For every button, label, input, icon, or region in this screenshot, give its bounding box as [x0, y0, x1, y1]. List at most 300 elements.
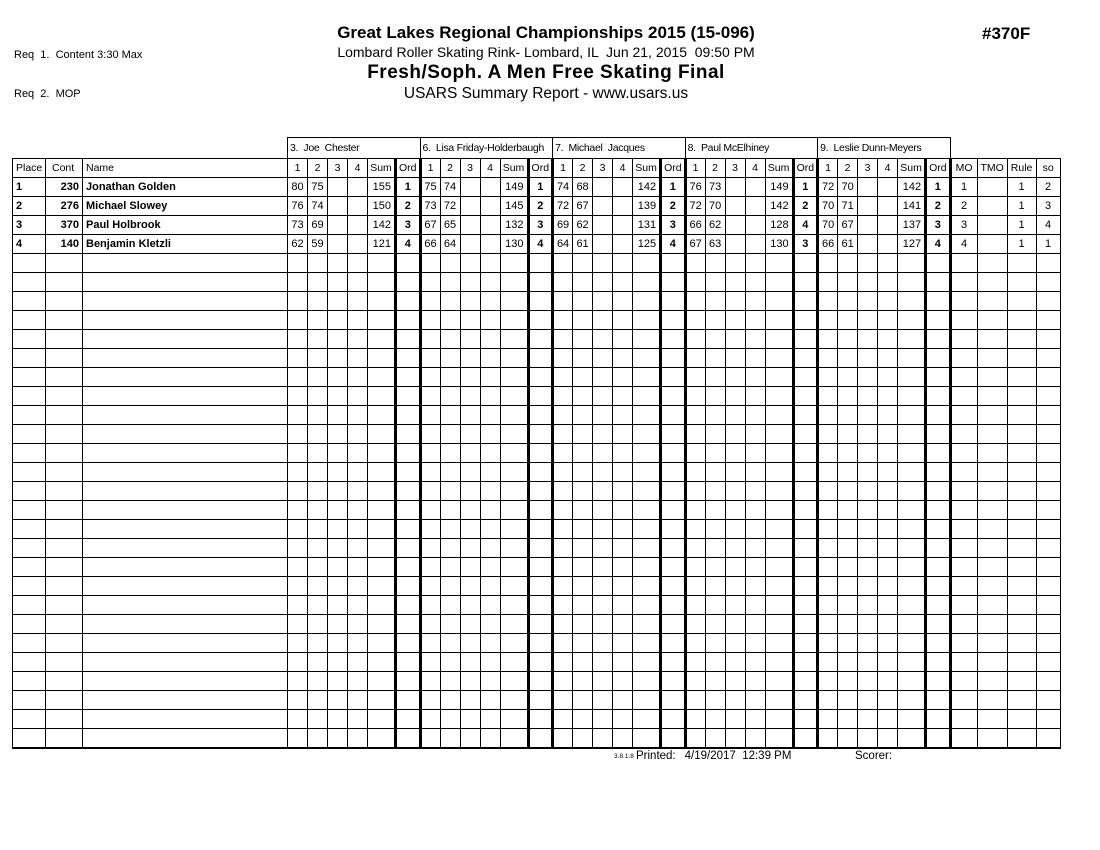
- sum-cell: [898, 482, 926, 501]
- rule-cell: 1: [1007, 216, 1036, 235]
- rule-cell: [1007, 729, 1036, 748]
- ord-cell: [396, 615, 421, 634]
- name-cell: [83, 615, 288, 634]
- sum-cell: [633, 444, 661, 463]
- name-cell: [83, 387, 288, 406]
- ord-cell: [528, 634, 553, 653]
- score-cell: [440, 634, 460, 653]
- sum-cell: 142: [368, 216, 396, 235]
- score-cell: [348, 444, 368, 463]
- score-cell: [460, 292, 480, 311]
- score-cell: [573, 634, 593, 653]
- tmo-cell: [977, 197, 1007, 216]
- sum-cell: [765, 653, 793, 672]
- score-cell: [328, 482, 348, 501]
- score-cell: [818, 444, 838, 463]
- sum-cell: [898, 425, 926, 444]
- score-cell: [480, 558, 500, 577]
- ord-cell: [396, 406, 421, 425]
- score-cell: [858, 235, 878, 254]
- score-cell: [553, 292, 573, 311]
- score-cell: [328, 178, 348, 197]
- score-cell: [573, 501, 593, 520]
- score-cell: [348, 577, 368, 596]
- sum-cell: [898, 520, 926, 539]
- cont-cell: [46, 634, 83, 653]
- sum-cell: [500, 520, 528, 539]
- score-cell: [878, 311, 898, 330]
- score-cell: [745, 292, 765, 311]
- score-cell: [440, 558, 460, 577]
- score-cell: [308, 653, 328, 672]
- score-cell: [613, 349, 633, 368]
- empty-row: [13, 311, 1061, 330]
- score-cell: [878, 406, 898, 425]
- score-cell: [613, 330, 633, 349]
- score-cell: 70: [818, 216, 838, 235]
- score-cell: [818, 349, 838, 368]
- sum-cell: [500, 615, 528, 634]
- place-cell: [13, 425, 46, 444]
- score-cell: [725, 330, 745, 349]
- score-cell: 66: [420, 235, 440, 254]
- mo-cell: [950, 577, 977, 596]
- mo-cell: [950, 330, 977, 349]
- sum-cell: [765, 368, 793, 387]
- score-cell: [348, 463, 368, 482]
- ord-cell: [926, 710, 951, 729]
- score-cell: [328, 235, 348, 254]
- score-cell: [328, 330, 348, 349]
- score-cell: [480, 235, 500, 254]
- score-cell: [460, 463, 480, 482]
- sum-cell: [368, 444, 396, 463]
- score-cell: [858, 558, 878, 577]
- ord-cell: 1: [661, 178, 686, 197]
- score-cell: [745, 596, 765, 615]
- score-cell: [288, 710, 308, 729]
- score-cell: [745, 729, 765, 748]
- score-cell: 66: [818, 235, 838, 254]
- score-cell: [878, 558, 898, 577]
- score-cell: 72: [553, 197, 573, 216]
- sum-cell: [500, 710, 528, 729]
- cont-cell: [46, 368, 83, 387]
- sum-cell: [898, 387, 926, 406]
- sum-cell: [898, 292, 926, 311]
- rule-cell: [1007, 311, 1036, 330]
- score-cell: [553, 710, 573, 729]
- name-cell: [83, 368, 288, 387]
- score-cell: [685, 558, 705, 577]
- name-cell: [83, 444, 288, 463]
- mo-cell: [950, 691, 977, 710]
- ord-cell: [528, 292, 553, 311]
- sum-cell: 155: [368, 178, 396, 197]
- score-cell: [348, 273, 368, 292]
- score-cell: [553, 463, 573, 482]
- score-cell: [460, 653, 480, 672]
- score-cell: [838, 444, 858, 463]
- sum-cell: [898, 539, 926, 558]
- sum-cell: [500, 729, 528, 748]
- score-cell: [745, 501, 765, 520]
- sum-cell: [898, 444, 926, 463]
- ord-cell: [528, 273, 553, 292]
- skater-row: [13, 197, 1061, 216]
- ord-cell: [661, 425, 686, 444]
- score-cell: [685, 349, 705, 368]
- ord-cell: [926, 520, 951, 539]
- empty-row: [13, 729, 1061, 748]
- ord-cell: [661, 653, 686, 672]
- score-cell: [685, 501, 705, 520]
- ord-cell: [396, 596, 421, 615]
- score-cell: [838, 729, 858, 748]
- score-cell: [838, 368, 858, 387]
- so-cell: [1036, 349, 1060, 368]
- score-cell: [328, 444, 348, 463]
- score-cell: [480, 539, 500, 558]
- judge-name-header: 8. Paul McElhiney: [685, 138, 818, 159]
- score-cell: [420, 596, 440, 615]
- mo-cell: [950, 444, 977, 463]
- score-cell: [725, 691, 745, 710]
- mo-cell: [950, 501, 977, 520]
- score-cell: [328, 539, 348, 558]
- score-cell: [288, 273, 308, 292]
- score-cell: [553, 349, 573, 368]
- score-cell: [705, 425, 725, 444]
- score-cell: 73: [420, 197, 440, 216]
- name-cell: [83, 520, 288, 539]
- sum-cell: 127: [898, 235, 926, 254]
- empty-row: [13, 577, 1061, 596]
- sum-cell: [368, 292, 396, 311]
- score-cell: [480, 634, 500, 653]
- score-cell: 70: [705, 197, 725, 216]
- score-cell: [460, 387, 480, 406]
- score-cell: 73: [288, 216, 308, 235]
- ord-cell: 1: [396, 178, 421, 197]
- score-cell: [725, 311, 745, 330]
- ord-cell: [793, 330, 818, 349]
- score-cell: [705, 577, 725, 596]
- score-cell: 67: [838, 216, 858, 235]
- score-cell: [348, 349, 368, 368]
- score-cell: [745, 273, 765, 292]
- score-cell: [705, 292, 725, 311]
- ord-cell: [528, 425, 553, 444]
- score-cell: [348, 615, 368, 634]
- ord-cell: 1: [926, 178, 951, 197]
- sum-cell: 142: [898, 178, 926, 197]
- sum-cell: [765, 425, 793, 444]
- score-cell: [573, 387, 593, 406]
- score-cell: [878, 216, 898, 235]
- score-cell: [553, 596, 573, 615]
- score-cell: [685, 406, 705, 425]
- score-cell: 64: [553, 235, 573, 254]
- place-cell: [13, 406, 46, 425]
- score-cell: [745, 254, 765, 273]
- score-cell: [553, 368, 573, 387]
- score-cell: [308, 729, 328, 748]
- score-cell: 64: [440, 235, 460, 254]
- score-cell: [593, 254, 613, 273]
- printed-value: 4/19/2017 12:39 PM: [684, 750, 792, 762]
- ord-cell: [793, 653, 818, 672]
- ord-cell: [926, 463, 951, 482]
- place-cell: [13, 653, 46, 672]
- score-cell: [420, 482, 440, 501]
- score-cell: [480, 216, 500, 235]
- score-cell: [480, 349, 500, 368]
- ord-cell: [528, 368, 553, 387]
- so-cell: 3: [1036, 197, 1060, 216]
- score-cell: [308, 368, 328, 387]
- empty-row: [13, 558, 1061, 577]
- score-cell: [878, 368, 898, 387]
- score-cell: [685, 330, 705, 349]
- so-cell: [1036, 653, 1060, 672]
- score-cell: [725, 254, 745, 273]
- sum-cell: 137: [898, 216, 926, 235]
- score-cell: [613, 178, 633, 197]
- score-cell: [725, 197, 745, 216]
- score-column-header-ord: Ord: [528, 159, 553, 178]
- place-cell: [13, 729, 46, 748]
- score-cell: [613, 596, 633, 615]
- sum-cell: [633, 558, 661, 577]
- score-cell: [838, 406, 858, 425]
- ord-cell: [926, 349, 951, 368]
- sum-cell: [765, 311, 793, 330]
- sum-cell: 145: [500, 197, 528, 216]
- score-cell: [573, 463, 593, 482]
- rule-cell: 1: [1007, 235, 1036, 254]
- ord-cell: [396, 254, 421, 273]
- sum-cell: [633, 520, 661, 539]
- cont-cell: 140: [46, 235, 83, 254]
- score-cell: [878, 273, 898, 292]
- score-cell: [348, 634, 368, 653]
- ord-cell: [793, 311, 818, 330]
- ord-cell: [661, 482, 686, 501]
- place-cell: [13, 254, 46, 273]
- name-cell: [83, 634, 288, 653]
- so-cell: [1036, 368, 1060, 387]
- score-cell: [480, 292, 500, 311]
- score-cell: [858, 577, 878, 596]
- name-cell: Benjamin Kletzli: [83, 235, 288, 254]
- score-cell: [308, 577, 328, 596]
- score-cell: [858, 539, 878, 558]
- score-cell: [288, 311, 308, 330]
- score-cell: [573, 539, 593, 558]
- sum-cell: [765, 254, 793, 273]
- mo-cell: [950, 273, 977, 292]
- ord-cell: [793, 539, 818, 558]
- tmo-cell: [977, 539, 1007, 558]
- score-cell: [878, 615, 898, 634]
- score-cell: [440, 653, 460, 672]
- score-cell: [328, 653, 348, 672]
- score-cell: [288, 520, 308, 539]
- score-cell: [328, 349, 348, 368]
- score-cell: [460, 596, 480, 615]
- score-cell: [685, 368, 705, 387]
- score-cell: [705, 368, 725, 387]
- ord-cell: 3: [528, 216, 553, 235]
- score-cell: [480, 273, 500, 292]
- score-cell: [593, 729, 613, 748]
- score-cell: [593, 387, 613, 406]
- name-cell: [83, 254, 288, 273]
- sum-cell: [633, 482, 661, 501]
- cont-cell: 276: [46, 197, 83, 216]
- ord-cell: [793, 729, 818, 748]
- score-cell: [878, 292, 898, 311]
- score-cell: [593, 273, 613, 292]
- score-cell: [420, 254, 440, 273]
- rule-cell: [1007, 615, 1036, 634]
- score-column-header-1: 1: [818, 159, 838, 178]
- score-cell: [858, 710, 878, 729]
- score-cell: [328, 615, 348, 634]
- score-cell: [308, 596, 328, 615]
- ord-cell: [528, 311, 553, 330]
- score-cell: [308, 444, 328, 463]
- score-cell: [878, 425, 898, 444]
- score-cell: [613, 463, 633, 482]
- score-cell: [685, 596, 705, 615]
- score-cell: [440, 273, 460, 292]
- empty-row: [13, 653, 1061, 672]
- score-cell: [460, 235, 480, 254]
- score-cell: [858, 178, 878, 197]
- score-cell: [420, 387, 440, 406]
- rule-cell: [1007, 539, 1036, 558]
- mo-cell: [950, 520, 977, 539]
- place-cell: [13, 292, 46, 311]
- score-cell: [705, 330, 725, 349]
- name-cell: [83, 406, 288, 425]
- ord-cell: 1: [793, 178, 818, 197]
- sum-cell: [765, 292, 793, 311]
- ord-cell: [528, 577, 553, 596]
- scorer-label: Scorer:: [855, 750, 893, 762]
- score-cell: [348, 406, 368, 425]
- sum-cell: [500, 311, 528, 330]
- ord-cell: [926, 406, 951, 425]
- score-cell: 74: [308, 197, 328, 216]
- score-cell: [725, 634, 745, 653]
- tmo-cell: [977, 444, 1007, 463]
- score-column-header-2: 2: [838, 159, 858, 178]
- so-cell: [1036, 691, 1060, 710]
- right-column-header-rule: Rule: [1007, 159, 1036, 178]
- score-cell: [288, 634, 308, 653]
- score-cell: [553, 501, 573, 520]
- rule-cell: [1007, 672, 1036, 691]
- sum-cell: [368, 387, 396, 406]
- place-cell: [13, 330, 46, 349]
- so-cell: [1036, 596, 1060, 615]
- score-cell: [858, 596, 878, 615]
- score-cell: [685, 520, 705, 539]
- score-cell: [705, 520, 725, 539]
- score-cell: [553, 311, 573, 330]
- score-cell: [858, 444, 878, 463]
- score-cell: [685, 482, 705, 501]
- score-cell: [288, 482, 308, 501]
- score-cell: [725, 273, 745, 292]
- score-cell: [308, 482, 328, 501]
- place-cell: [13, 615, 46, 634]
- score-cell: [553, 425, 573, 444]
- score-cell: [348, 330, 368, 349]
- sum-cell: [500, 254, 528, 273]
- ord-cell: 4: [793, 216, 818, 235]
- name-cell: [83, 539, 288, 558]
- score-cell: [420, 672, 440, 691]
- score-cell: [838, 596, 858, 615]
- score-cell: [288, 596, 308, 615]
- score-cell: [348, 292, 368, 311]
- score-cell: [440, 292, 460, 311]
- so-cell: [1036, 558, 1060, 577]
- sum-cell: [765, 691, 793, 710]
- cont-cell: [46, 653, 83, 672]
- score-cell: [553, 406, 573, 425]
- score-cell: [328, 463, 348, 482]
- score-cell: [838, 254, 858, 273]
- score-cell: [440, 254, 460, 273]
- ord-cell: [528, 539, 553, 558]
- cont-cell: [46, 710, 83, 729]
- score-cell: [460, 577, 480, 596]
- score-column-header-4: 4: [480, 159, 500, 178]
- ord-cell: [793, 406, 818, 425]
- cont-cell: [46, 273, 83, 292]
- score-cell: [858, 672, 878, 691]
- name-cell: [83, 425, 288, 444]
- score-cell: 74: [553, 178, 573, 197]
- score-cell: [593, 311, 613, 330]
- score-cell: [348, 501, 368, 520]
- ord-cell: [396, 520, 421, 539]
- score-cell: [420, 311, 440, 330]
- score-cell: [440, 311, 460, 330]
- place-cell: [13, 672, 46, 691]
- sum-cell: [368, 653, 396, 672]
- score-cell: [878, 501, 898, 520]
- score-cell: [685, 463, 705, 482]
- sum-cell: [500, 482, 528, 501]
- mo-cell: [950, 615, 977, 634]
- score-cell: [308, 406, 328, 425]
- score-cell: [288, 653, 308, 672]
- judges-row-left-spacer: [13, 138, 288, 159]
- score-cell: [858, 311, 878, 330]
- score-cell: [460, 691, 480, 710]
- score-cell: [613, 691, 633, 710]
- score-cell: [348, 178, 368, 197]
- score-cell: [553, 729, 573, 748]
- tmo-cell: [977, 349, 1007, 368]
- score-cell: [725, 653, 745, 672]
